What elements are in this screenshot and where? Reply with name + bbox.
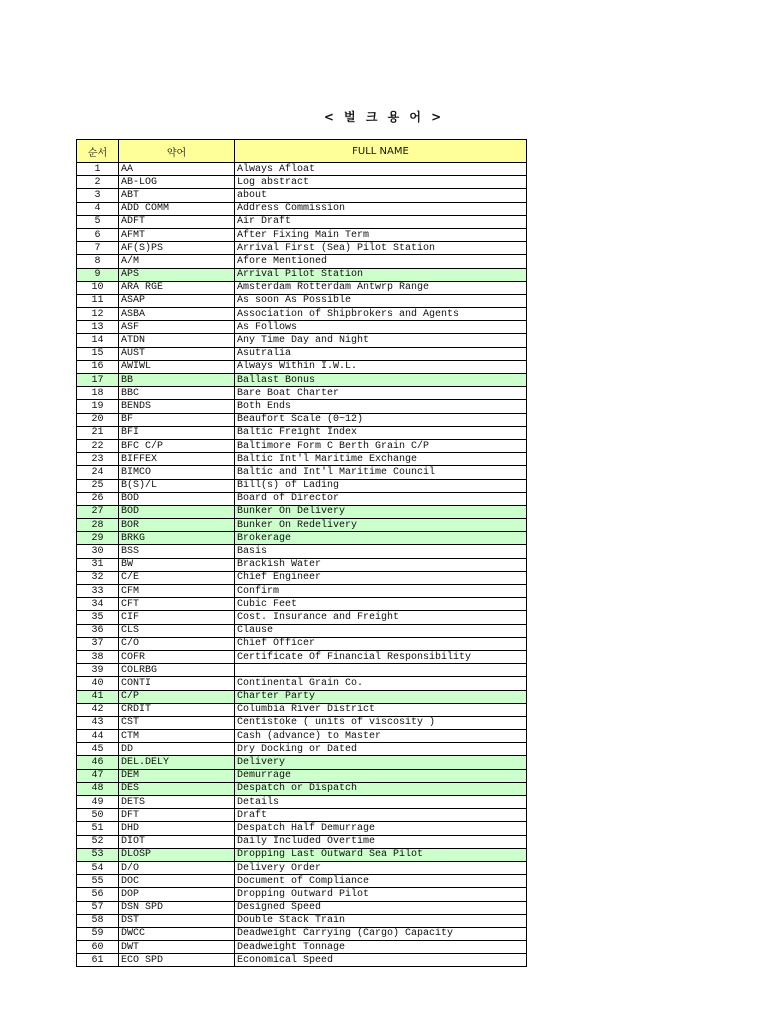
row-number: 61 <box>77 954 119 967</box>
row-abbreviation: ASBA <box>119 308 235 321</box>
row-abbreviation: ABT <box>119 189 235 202</box>
table-row <box>77 650 527 663</box>
row-number: 23 <box>77 453 119 466</box>
table-row <box>77 611 527 624</box>
row-abbreviation: B(S)/L <box>119 479 235 492</box>
row-abbreviation: C/E <box>119 571 235 584</box>
row-abbreviation: BBC <box>119 387 235 400</box>
table-body <box>77 163 527 967</box>
table-row <box>77 888 527 901</box>
row-abbreviation: DEM <box>119 769 235 782</box>
row-number: 60 <box>77 941 119 954</box>
row-full-name: Air Draft <box>235 215 527 228</box>
row-abbreviation: AA <box>119 163 235 176</box>
row-abbreviation: DHD <box>119 822 235 835</box>
table-row <box>77 426 527 439</box>
row-abbreviation: APS <box>119 268 235 281</box>
row-full-name: Double Stack Train <box>235 914 527 927</box>
row-abbreviation: ATDN <box>119 334 235 347</box>
row-number: 17 <box>77 374 119 387</box>
row-number: 4 <box>77 202 119 215</box>
row-abbreviation: BIMCO <box>119 466 235 479</box>
row-abbreviation: BW <box>119 558 235 571</box>
table-row <box>77 954 527 967</box>
row-number: 3 <box>77 189 119 202</box>
row-full-name: Dropping Last Outward Sea Pilot <box>235 848 527 861</box>
row-abbreviation: C/O <box>119 637 235 650</box>
row-number: 14 <box>77 334 119 347</box>
table-row <box>77 532 527 545</box>
table-row <box>77 347 527 360</box>
row-abbreviation: BSS <box>119 545 235 558</box>
row-abbreviation: BFI <box>119 426 235 439</box>
row-abbreviation: DOP <box>119 888 235 901</box>
row-number: 38 <box>77 650 119 663</box>
table-row <box>77 387 527 400</box>
row-number: 5 <box>77 215 119 228</box>
table-row <box>77 163 527 176</box>
table-row <box>77 255 527 268</box>
row-abbreviation: DSN SPD <box>119 901 235 914</box>
row-full-name: Clause <box>235 624 527 637</box>
row-number: 57 <box>77 901 119 914</box>
row-number: 1 <box>77 163 119 176</box>
table-row <box>77 360 527 373</box>
row-abbreviation: C/P <box>119 690 235 703</box>
row-abbreviation: BENDS <box>119 400 235 413</box>
row-full-name: Draft <box>235 809 527 822</box>
row-number: 55 <box>77 875 119 888</box>
row-abbreviation: DEL.DELY <box>119 756 235 769</box>
row-full-name: Dry Docking or Dated <box>235 743 527 756</box>
row-abbreviation: CRDIT <box>119 703 235 716</box>
row-number: 24 <box>77 466 119 479</box>
table-row <box>77 321 527 334</box>
row-full-name: Brokerage <box>235 532 527 545</box>
row-number: 42 <box>77 703 119 716</box>
row-number: 13 <box>77 321 119 334</box>
row-full-name: Arrival Pilot Station <box>235 268 527 281</box>
row-full-name: Ballast Bonus <box>235 374 527 387</box>
row-number: 25 <box>77 479 119 492</box>
table-row <box>77 914 527 927</box>
row-abbreviation: DETS <box>119 796 235 809</box>
table-row <box>77 439 527 452</box>
table-row <box>77 782 527 795</box>
row-abbreviation: ARA RGE <box>119 281 235 294</box>
table-row <box>77 308 527 321</box>
row-full-name: Delivery Order <box>235 861 527 874</box>
row-number: 51 <box>77 822 119 835</box>
table-row <box>77 242 527 255</box>
row-number: 35 <box>77 611 119 624</box>
table-row <box>77 624 527 637</box>
row-abbreviation: BIFFEX <box>119 453 235 466</box>
row-number: 30 <box>77 545 119 558</box>
row-full-name: Delivery <box>235 756 527 769</box>
table-row <box>77 202 527 215</box>
table-row <box>77 730 527 743</box>
row-full-name: Designed Speed <box>235 901 527 914</box>
table-row <box>77 558 527 571</box>
row-abbreviation: D/O <box>119 861 235 874</box>
row-abbreviation: DIOT <box>119 835 235 848</box>
table-row <box>77 941 527 954</box>
row-number: 43 <box>77 716 119 729</box>
row-full-name: Any Time Day and Night <box>235 334 527 347</box>
row-abbreviation: AFMT <box>119 228 235 241</box>
row-full-name: Bill(s) of Lading <box>235 479 527 492</box>
row-full-name: Both Ends <box>235 400 527 413</box>
row-abbreviation: BF <box>119 413 235 426</box>
row-number: 29 <box>77 532 119 545</box>
table-row <box>77 334 527 347</box>
row-abbreviation: DWCC <box>119 927 235 940</box>
row-abbreviation: CTM <box>119 730 235 743</box>
row-number: 37 <box>77 637 119 650</box>
row-abbreviation: AF(S)PS <box>119 242 235 255</box>
row-number: 10 <box>77 281 119 294</box>
table-row <box>77 176 527 189</box>
row-full-name: Baltic Int'l Maritime Exchange <box>235 453 527 466</box>
table-row <box>77 809 527 822</box>
table-row <box>77 189 527 202</box>
row-number: 39 <box>77 664 119 677</box>
row-number: 54 <box>77 861 119 874</box>
row-full-name: Basis <box>235 545 527 558</box>
row-full-name: Arrival First (Sea) Pilot Station <box>235 242 527 255</box>
row-full-name: Deadweight Carrying (Cargo) Capacity <box>235 927 527 940</box>
row-abbreviation: CIF <box>119 611 235 624</box>
column-header-full-name: FULL NAME <box>235 140 527 163</box>
row-abbreviation: BB <box>119 374 235 387</box>
page-title: < 벌 크 용 어 > <box>323 110 445 124</box>
table-row <box>77 927 527 940</box>
row-full-name: Cubic Feet <box>235 598 527 611</box>
column-header-order: 순서 <box>77 140 119 163</box>
row-number: 48 <box>77 782 119 795</box>
table-header-row <box>77 140 527 163</box>
row-number: 45 <box>77 743 119 756</box>
row-abbreviation: AB-LOG <box>119 176 235 189</box>
row-abbreviation: BOD <box>119 505 235 518</box>
row-abbreviation: AWIWL <box>119 360 235 373</box>
row-number: 32 <box>77 571 119 584</box>
row-full-name: Address Commission <box>235 202 527 215</box>
row-abbreviation: CONTI <box>119 677 235 690</box>
row-full-name: Board of Director <box>235 492 527 505</box>
row-abbreviation: COLRBG <box>119 664 235 677</box>
row-number: 41 <box>77 690 119 703</box>
row-number: 19 <box>77 400 119 413</box>
row-number: 27 <box>77 505 119 518</box>
row-full-name: Baltimore Form C Berth Grain C/P <box>235 439 527 452</box>
table-row <box>77 492 527 505</box>
row-number: 22 <box>77 439 119 452</box>
row-full-name: Always Within I.W.L. <box>235 360 527 373</box>
row-full-name: Afore Mentioned <box>235 255 527 268</box>
row-abbreviation: CST <box>119 716 235 729</box>
row-number: 59 <box>77 927 119 940</box>
table-row <box>77 466 527 479</box>
terms-table <box>76 139 527 967</box>
table-row <box>77 374 527 387</box>
table-row <box>77 585 527 598</box>
table-row <box>77 400 527 413</box>
row-number: 21 <box>77 426 119 439</box>
table-row <box>77 545 527 558</box>
row-number: 20 <box>77 413 119 426</box>
row-number: 50 <box>77 809 119 822</box>
row-abbreviation: BOD <box>119 492 235 505</box>
row-abbreviation: AUST <box>119 347 235 360</box>
table-row <box>77 571 527 584</box>
row-full-name: Chief Engineer <box>235 571 527 584</box>
row-abbreviation: DWT <box>119 941 235 954</box>
row-full-name: Centistoke ( units of viscosity ) <box>235 716 527 729</box>
table-row <box>77 294 527 307</box>
table-row <box>77 637 527 650</box>
row-full-name: Document of Compliance <box>235 875 527 888</box>
table-row <box>77 716 527 729</box>
table-row <box>77 901 527 914</box>
row-full-name: Amsterdam Rotterdam Antwrp Range <box>235 281 527 294</box>
table-row <box>77 268 527 281</box>
row-full-name: Cost. Insurance and Freight <box>235 611 527 624</box>
row-number: 2 <box>77 176 119 189</box>
row-full-name: Daily Included Overtime <box>235 835 527 848</box>
row-number: 18 <box>77 387 119 400</box>
row-full-name: Certificate Of Financial Responsibility <box>235 650 527 663</box>
table-row <box>77 479 527 492</box>
row-abbreviation: A/M <box>119 255 235 268</box>
row-full-name: Chief Officer <box>235 637 527 650</box>
row-full-name: Charter Party <box>235 690 527 703</box>
row-number: 47 <box>77 769 119 782</box>
row-abbreviation: BOR <box>119 519 235 532</box>
table-row <box>77 413 527 426</box>
table-row <box>77 835 527 848</box>
row-full-name: Asutralia <box>235 347 527 360</box>
table-row <box>77 756 527 769</box>
row-number: 53 <box>77 848 119 861</box>
table-row <box>77 861 527 874</box>
row-number: 16 <box>77 360 119 373</box>
row-abbreviation: CLS <box>119 624 235 637</box>
row-full-name: Demurrage <box>235 769 527 782</box>
row-number: 9 <box>77 268 119 281</box>
row-full-name: Despatch or Dispatch <box>235 782 527 795</box>
row-full-name: Dropping Outward Pilot <box>235 888 527 901</box>
row-number: 7 <box>77 242 119 255</box>
table-row <box>77 769 527 782</box>
row-abbreviation: ADD COMM <box>119 202 235 215</box>
row-abbreviation: ECO SPD <box>119 954 235 967</box>
row-full-name: Deadweight Tonnage <box>235 941 527 954</box>
row-abbreviation: ASF <box>119 321 235 334</box>
row-number: 58 <box>77 914 119 927</box>
row-abbreviation: CFM <box>119 585 235 598</box>
row-full-name: Bunker On Redelivery <box>235 519 527 532</box>
table-row <box>77 281 527 294</box>
row-number: 34 <box>77 598 119 611</box>
table-row <box>77 690 527 703</box>
row-full-name: Log abstract <box>235 176 527 189</box>
row-number: 26 <box>77 492 119 505</box>
row-number: 52 <box>77 835 119 848</box>
table-row <box>77 703 527 716</box>
row-abbreviation: DES <box>119 782 235 795</box>
table-row <box>77 664 527 677</box>
row-full-name: After Fixing Main Term <box>235 228 527 241</box>
row-full-name: Beaufort Scale (0~12) <box>235 413 527 426</box>
row-full-name <box>235 664 527 677</box>
row-full-name: Confirm <box>235 585 527 598</box>
row-full-name: Despatch Half Demurrage <box>235 822 527 835</box>
row-full-name: Baltic and Int'l Maritime Council <box>235 466 527 479</box>
table-row <box>77 215 527 228</box>
row-full-name: As Follows <box>235 321 527 334</box>
table-row <box>77 598 527 611</box>
table-row <box>77 505 527 518</box>
table-row <box>77 822 527 835</box>
row-number: 15 <box>77 347 119 360</box>
row-number: 11 <box>77 294 119 307</box>
row-full-name: Bunker On Delivery <box>235 505 527 518</box>
table-row <box>77 453 527 466</box>
row-abbreviation: CFT <box>119 598 235 611</box>
row-abbreviation: DOC <box>119 875 235 888</box>
row-abbreviation: ASAP <box>119 294 235 307</box>
row-full-name: Always Afloat <box>235 163 527 176</box>
row-full-name: Bare Boat Charter <box>235 387 527 400</box>
row-full-name: Brackish Water <box>235 558 527 571</box>
row-full-name: Cash (advance) to Master <box>235 730 527 743</box>
row-abbreviation: DST <box>119 914 235 927</box>
row-abbreviation: DD <box>119 743 235 756</box>
row-number: 6 <box>77 228 119 241</box>
table-row <box>77 796 527 809</box>
row-number: 33 <box>77 585 119 598</box>
row-full-name: Columbia River District <box>235 703 527 716</box>
row-number: 40 <box>77 677 119 690</box>
row-number: 46 <box>77 756 119 769</box>
table-row <box>77 228 527 241</box>
table-row <box>77 743 527 756</box>
table-row <box>77 875 527 888</box>
row-full-name: Economical Speed <box>235 954 527 967</box>
row-abbreviation: BRKG <box>119 532 235 545</box>
row-full-name: Details <box>235 796 527 809</box>
row-abbreviation: DLOSP <box>119 848 235 861</box>
row-full-name: about <box>235 189 527 202</box>
row-number: 12 <box>77 308 119 321</box>
row-number: 36 <box>77 624 119 637</box>
table-row <box>77 848 527 861</box>
row-abbreviation: BFC C/P <box>119 439 235 452</box>
table-row <box>77 519 527 532</box>
row-full-name: Continental Grain Co. <box>235 677 527 690</box>
row-number: 49 <box>77 796 119 809</box>
table-row <box>77 677 527 690</box>
row-abbreviation: COFR <box>119 650 235 663</box>
row-number: 44 <box>77 730 119 743</box>
row-abbreviation: ADFT <box>119 215 235 228</box>
row-number: 56 <box>77 888 119 901</box>
row-number: 28 <box>77 519 119 532</box>
row-full-name: Baltic Freight Index <box>235 426 527 439</box>
row-number: 31 <box>77 558 119 571</box>
row-full-name: As soon As Possible <box>235 294 527 307</box>
row-number: 8 <box>77 255 119 268</box>
row-abbreviation: DFT <box>119 809 235 822</box>
row-full-name: Association of Shipbrokers and Agents <box>235 308 527 321</box>
column-header-abbreviation: 약어 <box>119 140 235 163</box>
